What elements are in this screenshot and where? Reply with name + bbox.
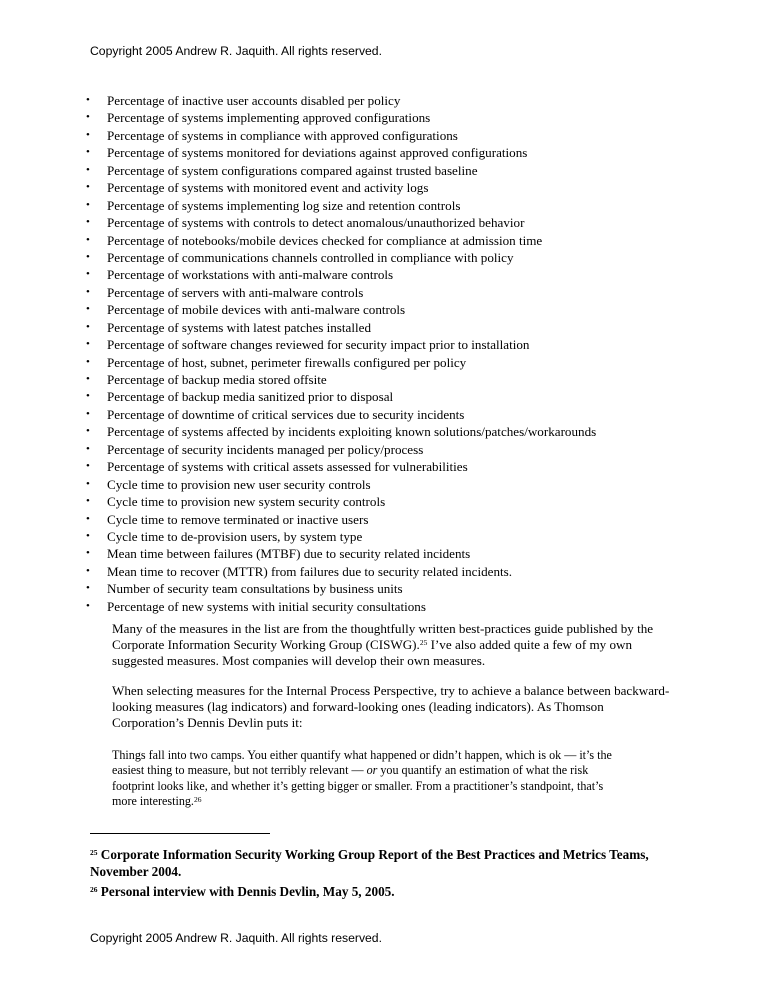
bullet-item bbox=[86, 301, 706, 318]
bullet-text: Percentage of servers with anti-malware controls bbox=[107, 284, 364, 300]
bullet-item bbox=[86, 388, 706, 405]
bullet-dot-icon: • bbox=[86, 355, 90, 368]
bullet-item bbox=[86, 476, 706, 493]
bullet-dot-icon: • bbox=[86, 163, 90, 176]
bullet-text: Percentage of inactive user accounts disabled per policy bbox=[107, 93, 401, 108]
bullet-text: Percentage of systems implementing approved configurations bbox=[107, 110, 431, 126]
footnote-ref-26[interactable]: 26 bbox=[193, 795, 202, 805]
bullet-text: Cycle time to provision new system security controls bbox=[107, 494, 386, 510]
quote-text: you quantify an estimation of what the risk footprint looks like, and whether it’s getting bigger or smaller. From a practitioner’s standpoint, that’s more interesting. bbox=[112, 763, 604, 809]
bullet-text: Percentage of backup media sanitized prior to disposal bbox=[107, 389, 394, 405]
bullet-item bbox=[86, 232, 706, 249]
bullet-dot-icon: • bbox=[86, 338, 90, 351]
bullet-dot-icon: • bbox=[86, 146, 90, 159]
bullet-item bbox=[86, 162, 706, 179]
bullet-dot-icon: • bbox=[86, 390, 90, 403]
bullet-text: Percentage of systems with monitored event and activity logs bbox=[107, 180, 429, 196]
bullet-dot-icon: • bbox=[86, 442, 90, 455]
quote-dennis-devlin bbox=[112, 748, 612, 810]
bullet-item bbox=[86, 493, 706, 510]
bullet-text: Percentage of security incidents managed per policy/process bbox=[107, 441, 424, 457]
bullet-item bbox=[86, 214, 706, 231]
paragraph-balance-measures: When selecting measures for the Internal Process Perspective, try to achieve a balance between backward-looking measures (lag indicators) and forward-looking ones (leading indicators). As Thomson Corporation’s Dennis Devlin puts it: bbox=[112, 683, 670, 730]
bullet-text: Percentage of communications channels controlled in compliance with policy bbox=[107, 249, 514, 265]
footnote-25 bbox=[90, 846, 670, 880]
bullet-dot-icon: • bbox=[86, 268, 90, 281]
bullet-dot-icon: • bbox=[86, 128, 90, 141]
bullet-dot-icon: • bbox=[86, 233, 90, 246]
bullet-item bbox=[86, 127, 706, 144]
bullet-text: Percentage of systems in compliance with approved configurations bbox=[107, 127, 458, 143]
bullet-dot-icon: • bbox=[86, 320, 90, 333]
bullet-dot-icon: • bbox=[86, 94, 90, 106]
bullet-dot-icon: • bbox=[86, 529, 90, 542]
bullet-text: Percentage of downtime of critical services due to security incidents bbox=[107, 406, 465, 422]
quote-text: Things fall into two camps. You either quantify what happened or didn’t happen, which is ok — it’s the easiest thing to measure, but not terribly relevant — bbox=[112, 748, 612, 778]
bullet-item bbox=[86, 179, 706, 196]
bullet-text: Percentage of systems affected by incidents exploiting known solutions/patches/workarounds bbox=[107, 424, 597, 440]
bullet-dot-icon: • bbox=[86, 495, 90, 508]
bullet-item bbox=[86, 406, 706, 423]
bullet-text: Percentage of workstations with anti-malware controls bbox=[107, 267, 394, 283]
bullet-dot-icon: • bbox=[86, 111, 90, 124]
bullet-item bbox=[86, 528, 706, 545]
bullet-item bbox=[86, 336, 706, 353]
bullet-dot-icon: • bbox=[86, 198, 90, 211]
bullet-text: Percentage of backup media stored offsite bbox=[107, 372, 327, 387]
bullet-dot-icon: • bbox=[86, 250, 90, 263]
bullet-dot-icon: • bbox=[86, 547, 90, 560]
footnote-number: 26 bbox=[90, 885, 98, 894]
quote-emphasis: or bbox=[366, 763, 378, 778]
bullet-dot-icon: • bbox=[86, 460, 90, 473]
bullet-text: Mean time between failures (MTBF) due to security related incidents bbox=[107, 546, 471, 562]
bullet-item bbox=[86, 197, 706, 214]
footnote-text: Personal interview with Dennis Devlin, May 5, 2005. bbox=[100, 884, 395, 899]
bullet-dot-icon: • bbox=[86, 373, 90, 385]
paragraph-text: Many of the measures in the list are from the thoughtfully written best-practices guide published by the Corporate Information Security Working Group (CISWG). bbox=[112, 621, 654, 652]
bullet-item bbox=[86, 598, 706, 615]
bullet-item bbox=[86, 563, 706, 580]
page-footer-copyright: Copyright 2005 Andrew R. Jaquith. All rights reserved. bbox=[90, 931, 382, 945]
bullet-item bbox=[86, 580, 706, 597]
bullet-dot-icon: • bbox=[86, 425, 90, 438]
bullet-item bbox=[86, 144, 706, 161]
bullet-text: Percentage of new systems with initial security consultations bbox=[107, 598, 426, 614]
bullet-dot-icon: • bbox=[86, 216, 90, 229]
paragraph-text: I’ve also added quite a few of my own suggested measures. Most companies will develop their own measures. bbox=[112, 636, 633, 668]
bullet-dot-icon: • bbox=[86, 303, 90, 316]
bullet-item bbox=[86, 545, 706, 562]
bullet-item bbox=[86, 319, 706, 336]
bullet-item bbox=[86, 266, 706, 283]
bullet-text: Percentage of host, subnet, perimeter firewalls configured per policy bbox=[107, 354, 467, 370]
bullet-text: Cycle time to provision new user security controls bbox=[107, 476, 371, 492]
bullet-item bbox=[86, 109, 706, 126]
bullet-text: Number of security team consultations by business units bbox=[107, 581, 403, 597]
bullet-text: Percentage of systems with controls to detect anomalous/unauthorized behavior bbox=[107, 215, 525, 231]
bullet-dot-icon: • bbox=[86, 582, 90, 595]
bullet-item bbox=[86, 284, 706, 301]
bullet-item bbox=[86, 458, 706, 475]
bullet-dot-icon: • bbox=[86, 407, 90, 420]
bullet-text: Percentage of systems monitored for deviations against approved configurations bbox=[107, 145, 528, 161]
bullet-text: Cycle time to de-provision users, by system type bbox=[107, 528, 363, 544]
footnote-26 bbox=[90, 883, 670, 900]
footnote-text: Corporate Information Security Working Group Report of the Best Practices and Metrics Teams, November 2004. bbox=[90, 847, 649, 879]
metrics-bullet-list bbox=[86, 92, 706, 615]
bullet-text: Percentage of systems with latest patches installed bbox=[107, 319, 371, 335]
paragraph-ciswg-source bbox=[112, 621, 672, 668]
bullet-item bbox=[86, 354, 706, 371]
bullet-item bbox=[86, 441, 706, 458]
bullet-dot-icon: • bbox=[86, 477, 90, 490]
footnote-divider bbox=[90, 833, 270, 834]
bullet-dot-icon: • bbox=[86, 564, 90, 577]
bullet-text: Percentage of software changes reviewed for security impact prior to installation bbox=[107, 337, 530, 353]
bullet-text: Percentage of systems implementing log size and retention controls bbox=[107, 197, 461, 213]
bullet-item bbox=[86, 511, 706, 528]
bullet-text: Percentage of system configurations compared against trusted baseline bbox=[107, 162, 478, 178]
bullet-dot-icon: • bbox=[86, 599, 90, 612]
bullet-dot-icon: • bbox=[86, 512, 90, 525]
bullet-text: Percentage of mobile devices with anti-malware controls bbox=[107, 302, 406, 318]
bullet-item bbox=[86, 423, 706, 440]
footnote-number: 25 bbox=[90, 848, 98, 857]
bullet-text: Cycle time to remove terminated or inactive users bbox=[107, 511, 369, 527]
bullet-text: Mean time to recover (MTTR) from failures due to security related incidents. bbox=[107, 563, 513, 579]
bullet-text: Percentage of notebooks/mobile devices checked for compliance at admission time bbox=[107, 232, 543, 248]
bullet-item bbox=[86, 249, 706, 266]
bullet-dot-icon: • bbox=[86, 181, 90, 194]
bullet-item bbox=[86, 371, 706, 388]
footnote-ref-25[interactable]: 25 bbox=[419, 637, 428, 647]
bullet-text: Percentage of systems with critical assets assessed for vulnerabilities bbox=[107, 459, 468, 475]
bullet-dot-icon: • bbox=[86, 285, 90, 298]
bullet-item bbox=[86, 92, 706, 109]
page-header-copyright: Copyright 2005 Andrew R. Jaquith. All rights reserved. bbox=[90, 44, 382, 58]
